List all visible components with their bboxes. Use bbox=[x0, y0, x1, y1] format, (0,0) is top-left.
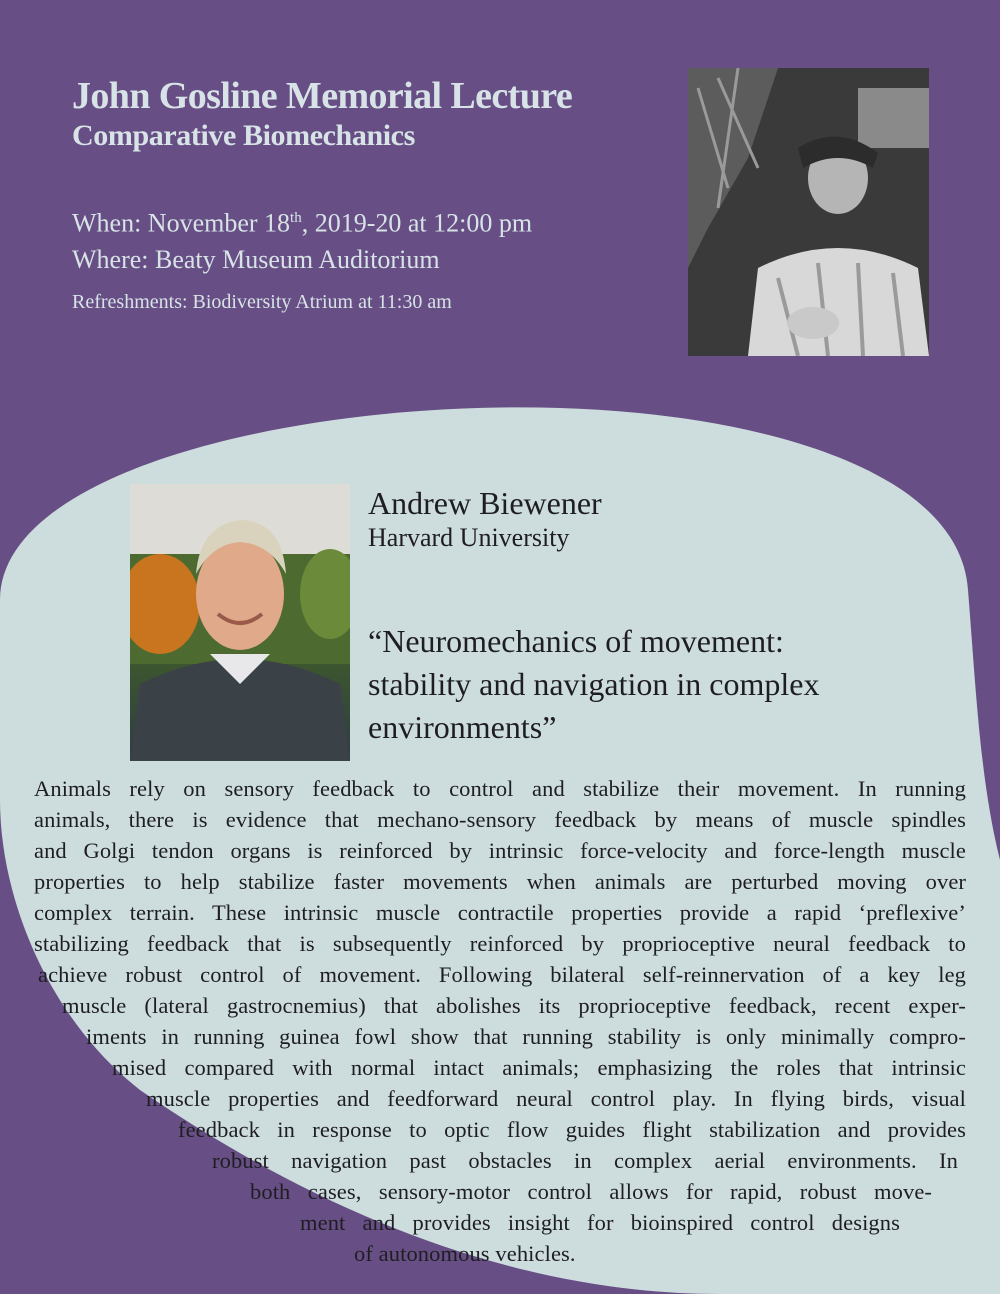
abstract-line: stabilizing feedback that is subsequently reinforced by proprioceptive neural feedback to bbox=[34, 931, 966, 956]
header bbox=[72, 74, 572, 154]
abstract-line: iments in running guinea fowl show that running stability is only minimally compro- bbox=[86, 1024, 966, 1049]
gosline-photo bbox=[688, 68, 929, 356]
abstract-line: muscle properties and feedforward neural control play. In flying birds, visual bbox=[146, 1086, 966, 1111]
event-info bbox=[72, 200, 532, 316]
when-prefix: When: November 18 bbox=[72, 208, 291, 238]
event-where: Where: Beaty Museum Auditorium bbox=[72, 244, 440, 274]
speaker-block bbox=[368, 484, 602, 554]
abstract-line: feedback in response to optic flow guides flight stabilization and provides bbox=[178, 1117, 966, 1142]
abstract-line: mised compared with normal intact animals; emphasizing the roles that intrinsic bbox=[112, 1055, 966, 1080]
talk-title-line: environments” bbox=[368, 709, 557, 745]
when-suffix: , 2019-20 at 12:00 pm bbox=[301, 208, 533, 238]
abstract-line: achieve robust control of movement. Following bilateral self-reinnervation of a key leg bbox=[38, 962, 966, 987]
talk-title-line: stability and navigation in complex bbox=[368, 666, 820, 702]
speaker-name: Andrew Biewener bbox=[368, 485, 602, 521]
abstract-line: Animals rely on sensory feedback to control and stabilize their movement. In running bbox=[34, 776, 966, 801]
speaker-affiliation: Harvard University bbox=[368, 523, 570, 552]
page-subtitle: Comparative Biomechanics bbox=[72, 119, 415, 152]
biewener-photo bbox=[130, 484, 350, 761]
abstract-line: animals, there is evidence that mechano-sensory feedback by means of muscle spindles bbox=[34, 807, 966, 832]
abstract-line: of autonomous vehicles. bbox=[354, 1241, 576, 1266]
abstract-line: and Golgi tendon organs is reinforced by intrinsic force-velocity and force-length muscle bbox=[34, 838, 966, 863]
biewener-photo-image bbox=[130, 484, 350, 761]
page-title: John Gosline Memorial Lecture bbox=[72, 75, 573, 117]
talk-title bbox=[368, 620, 928, 749]
abstract-line: both cases, sensory-motor control allows for rapid, robust move- bbox=[250, 1179, 932, 1204]
abstract-line: complex terrain. These intrinsic muscle contractile properties provide a rapid ‘preflexive’ bbox=[34, 900, 966, 925]
talk-title-line: “Neuromechanics of movement: bbox=[368, 623, 784, 659]
event-when bbox=[72, 200, 532, 242]
abstract-line: robust navigation past obstacles in complex aerial environments. In bbox=[212, 1148, 958, 1173]
when-ordinal: th bbox=[290, 210, 302, 226]
gosline-photo-image bbox=[688, 68, 929, 356]
event-refreshments: Refreshments: Biodiversity Atrium at 11:30 am bbox=[72, 290, 452, 313]
abstract-line: ment and provides insight for bioinspired control designs bbox=[300, 1210, 900, 1235]
abstract-line: properties to help stabilize faster movements when animals are perturbed moving over bbox=[34, 869, 966, 894]
abstract-line: muscle (lateral gastrocnemius) that abolishes its proprioceptive feedback, recent exper- bbox=[62, 993, 966, 1018]
